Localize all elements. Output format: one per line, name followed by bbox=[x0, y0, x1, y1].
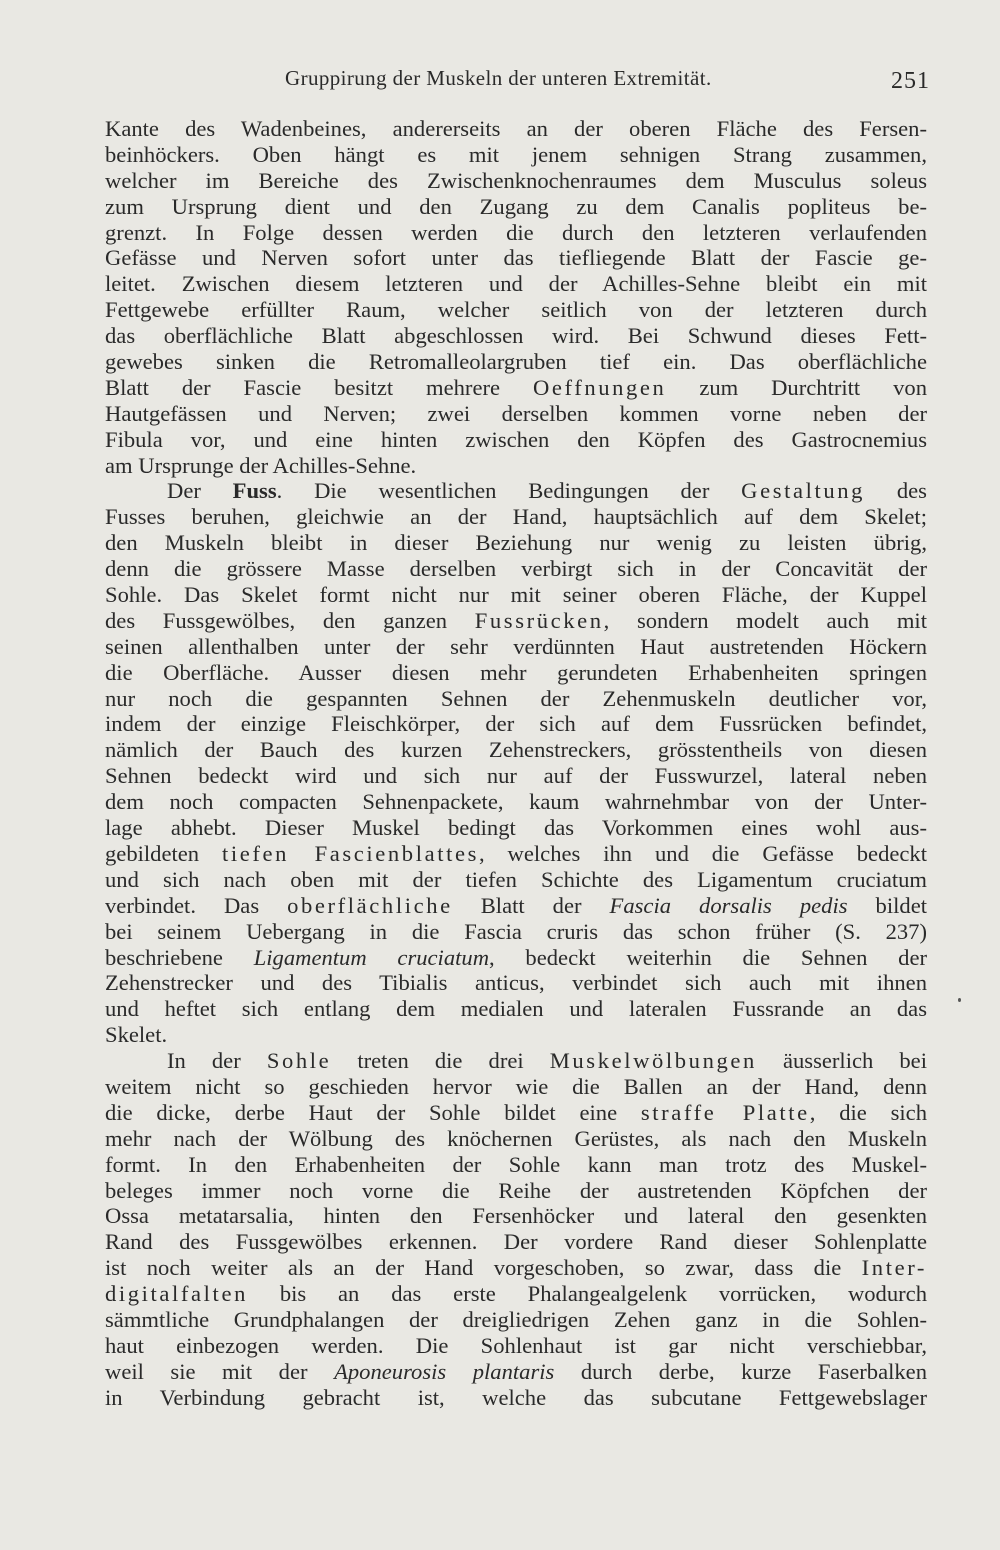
text-line bbox=[105, 1255, 927, 1281]
text-line bbox=[105, 841, 927, 867]
text-run: die dicke, derbe Haut der Sohle bildet eine bbox=[105, 1099, 641, 1125]
text-line: Hautgefässen und Nerven; zwei derselben kommen vorne neben der bbox=[105, 400, 927, 426]
text-line: denn die grössere Masse derselben verbirgt sich in der Concavität der bbox=[105, 556, 927, 582]
text-line: Fusses beruhen, gleichwie an der Hand, hauptsächlich auf dem Skelet; bbox=[105, 504, 927, 530]
text-line: leitet. Zwischen diesem letzteren und der Achilles-Sehne bleibt ein mit bbox=[105, 271, 927, 297]
spaced-emphasis: digitalfalten bbox=[105, 1281, 248, 1307]
text-line: Rand des Fussgewölbes erkennen. Der vordere Rand dieser Sohlenplatte bbox=[105, 1229, 927, 1255]
text-line: Fibula vor, und eine hinten zwischen den Köpfen des Gastrocnemius bbox=[105, 426, 927, 452]
text-line: lage abhebt. Dieser Muskel bedingt das Vorkommen eines wohl aus- bbox=[105, 815, 927, 841]
running-title: Gruppirung der Muskeln der unteren Extremität. bbox=[285, 66, 712, 90]
page-header bbox=[105, 64, 930, 104]
text-run: durch derbe, kurze Faserbalken bbox=[554, 1358, 928, 1384]
spaced-emphasis: tiefen Fascienblattes bbox=[222, 840, 479, 866]
text-run: Blatt der Fascie besitzt mehrere bbox=[105, 374, 533, 400]
text-line bbox=[105, 478, 927, 504]
text-line: formt. In den Erhabenheiten der Sohle kann man trotz des Muskel- bbox=[105, 1151, 927, 1177]
text-line: Ossa metatarsalia, hinten den Fersenhöcker und lateral den gesenkten bbox=[105, 1203, 927, 1229]
text-line: und sich nach oben mit der tiefen Schichte des Ligamentum cruciatum bbox=[105, 866, 927, 892]
text-run: , die sich bbox=[809, 1099, 927, 1125]
text-run: beschriebene bbox=[105, 944, 254, 970]
spaced-emphasis: Sohle bbox=[266, 1048, 332, 1074]
text-line: indem der einzige Fleischkörper, der sich auf dem Fussrücken befindet, bbox=[105, 711, 927, 737]
text-line: beinhöckers. Oben hängt es mit jenem sehnigen Strang zusammen, bbox=[105, 141, 927, 167]
text-run: . Die wesentlichen Bedingungen der bbox=[276, 478, 742, 504]
text-line bbox=[105, 1281, 927, 1307]
text-line: weitem nicht so geschieden hervor wie die Ballen an der Hand, denn bbox=[105, 1073, 927, 1099]
spaced-emphasis: Oeffnungen bbox=[532, 374, 667, 400]
text-line: Kante des Wadenbeines, andererseits an der oberen Fläche des Fersen- bbox=[105, 116, 927, 141]
text-run: treten die drei bbox=[331, 1048, 550, 1074]
italic-term: Aponeurosis plantaris bbox=[334, 1358, 555, 1384]
text-line bbox=[105, 1100, 927, 1126]
text-run: äusserlich bei bbox=[756, 1048, 927, 1074]
text-line: Fettgewebe erfüllter Raum, welcher seitlich von der letzteren durch bbox=[105, 297, 927, 323]
text-run: ist noch weiter als an der Hand vorgeschoben, so zwar, dass die bbox=[105, 1255, 862, 1281]
text-line: welcher im Bereiche des Zwischenknochenraumes dem Musculus soleus bbox=[105, 167, 927, 193]
text-run: verbindet. Das bbox=[105, 892, 288, 918]
text-line: haut einbezogen werden. Die Sohlenhaut ist gar nicht verschiebbar, bbox=[105, 1332, 927, 1358]
text-line: Skelet. bbox=[105, 1022, 168, 1048]
text-line bbox=[105, 1359, 927, 1385]
bold-term: Fuss bbox=[232, 478, 277, 504]
text-run: , sondern modelt auch mit bbox=[603, 607, 927, 633]
text-line bbox=[105, 375, 927, 401]
text-line: bei seinem Uebergang in die Fascia cruris das schon früher (S. 237) bbox=[105, 918, 927, 944]
text-line: den Muskeln bleibt in dieser Beziehung nur wenig zu leisten übrig, bbox=[105, 530, 927, 556]
text-run: Blatt der bbox=[452, 892, 610, 918]
body-text bbox=[105, 116, 927, 1411]
text-line: mehr nach der Wölbung des knöchernen Gerüstes, als nach den Muskeln bbox=[105, 1125, 927, 1151]
text-line: am Ursprunge der Achilles-Sehne. bbox=[105, 452, 417, 478]
text-line bbox=[105, 1048, 927, 1074]
text-line: Gefässe und Nerven sofort unter das tiefliegende Blatt der Fascie ge- bbox=[105, 245, 927, 271]
spaced-emphasis: oberflächliche bbox=[287, 892, 453, 918]
text-line: grenzt. In Folge dessen werden die durch den letzteren verlaufenden bbox=[105, 219, 927, 245]
page-number: 251 bbox=[891, 68, 930, 94]
text-line: Zehenstrecker und des Tibialis anticus, verbindet sich auch mit ihnen bbox=[105, 970, 927, 996]
text-line: nur noch die gespannten Sehnen der Zehenmuskeln deutlicher vor, bbox=[105, 685, 927, 711]
text-line: gewebes sinken die Retromalleolargruben tief ein. Das oberflächliche bbox=[105, 349, 927, 375]
text-line: sämmtliche Grundphalangen der dreigliedrigen Zehen ganz in die Sohlen- bbox=[105, 1306, 927, 1332]
text-run: In der bbox=[167, 1048, 267, 1074]
scan-speck bbox=[958, 998, 961, 1002]
text-line bbox=[105, 893, 927, 919]
text-run: , welches ihn und die Gefässe bedeckt bbox=[478, 840, 927, 866]
spaced-emphasis: Inter- bbox=[861, 1255, 927, 1281]
text-line: dem noch compacten Sehnenpackete, kaum wahrnehmbar von der Unter- bbox=[105, 789, 927, 815]
text-line bbox=[105, 608, 927, 634]
text-run: , bedeckt weiterhin die Sehnen der bbox=[489, 944, 927, 970]
text-line: nämlich der Bauch des kurzen Zehenstreckers, grösstentheils von diesen bbox=[105, 737, 927, 763]
spaced-emphasis: Muskelwölbungen bbox=[549, 1048, 757, 1074]
text-run: gebildeten bbox=[105, 840, 223, 866]
spaced-emphasis: Gestaltung bbox=[741, 478, 866, 504]
text-run: weil sie mit der bbox=[105, 1358, 335, 1384]
text-run: des Fussgewölbes, den ganzen bbox=[105, 607, 475, 633]
text-line: zum Ursprung dient und den Zugang zu dem Canalis popliteus be- bbox=[105, 193, 927, 219]
text-line: beleges immer noch vorne die Reihe der austretenden Köpfchen der bbox=[105, 1177, 927, 1203]
text-run: zum Durchtritt von bbox=[666, 374, 927, 400]
text-run: Der bbox=[167, 478, 233, 504]
text-line: Sohle. Das Skelet formt nicht nur mit seiner oberen Fläche, der Kuppel bbox=[105, 582, 927, 608]
text-line: das oberflächliche Blatt abgeschlossen wird. Bei Schwund dieses Fett- bbox=[105, 323, 927, 349]
text-line: seinen allenthalben unter der sehr verdünnten Haut austretenden Höckern bbox=[105, 633, 927, 659]
italic-term: Ligamentum cruciatum bbox=[253, 944, 490, 970]
text-line: die Oberfläche. Ausser diesen mehr gerundeten Erhabenheiten springen bbox=[105, 659, 927, 685]
text-line bbox=[105, 945, 927, 971]
text-line: Sehnen bedeckt wird und sich nur auf der Fusswurzel, lateral neben bbox=[105, 763, 927, 789]
italic-term: Fascia dorsalis pedis bbox=[609, 892, 848, 918]
text-run: bis an das erste Phalangealgelenk vorrücken, wodurch bbox=[247, 1281, 927, 1307]
spaced-emphasis: Fussrücken bbox=[474, 607, 604, 633]
text-run: bildet bbox=[847, 892, 928, 918]
spaced-emphasis: straffe Platte bbox=[640, 1099, 810, 1125]
text-line: und heftet sich entlang dem medialen und lateralen Fussrande an das bbox=[105, 996, 927, 1022]
text-line: in Verbindung gebracht ist, welche das subcutane Fettgewebslager bbox=[105, 1384, 927, 1410]
text-run: des bbox=[865, 478, 927, 504]
